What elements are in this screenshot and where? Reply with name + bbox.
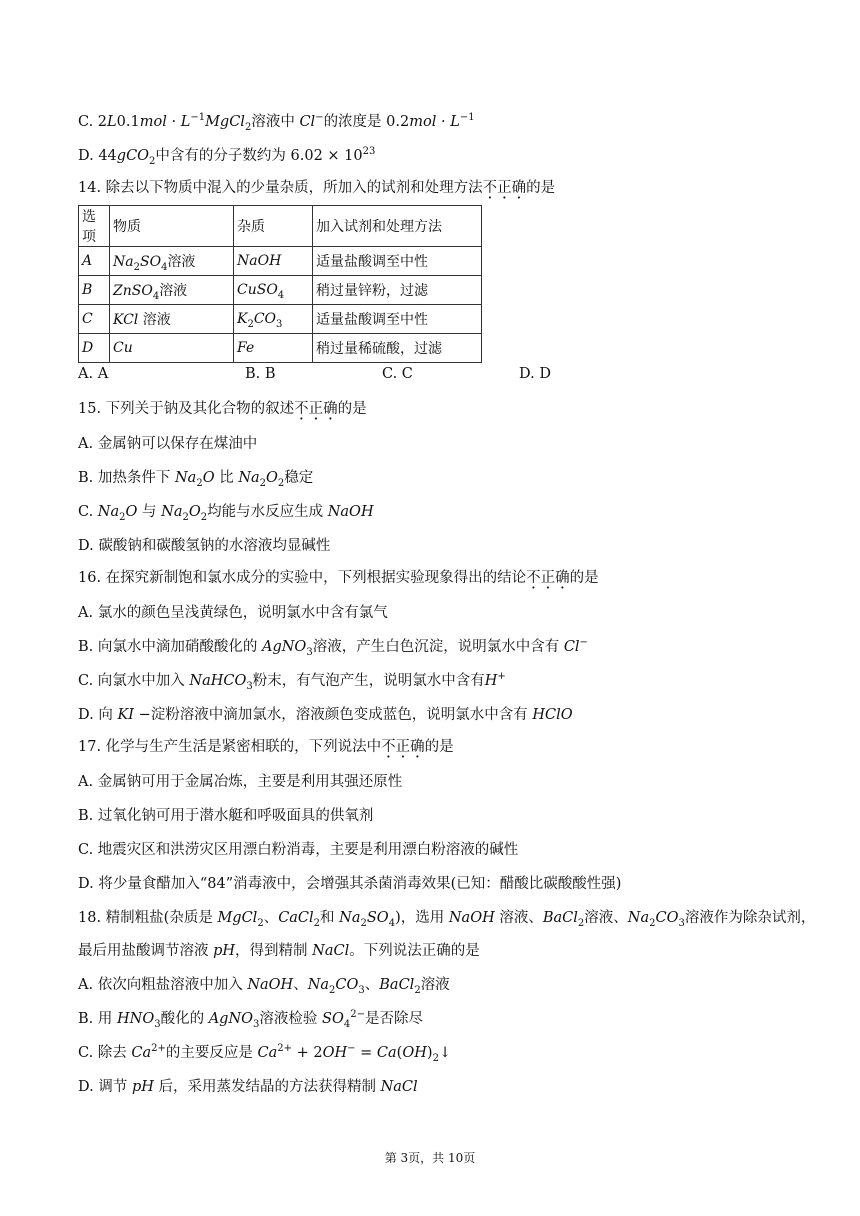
table-row	[79, 334, 482, 363]
q16-stem: 16. 在探究新制饱和氯水成分的实验中，下列根据实验现象得出的结论不正确的是	[78, 570, 599, 586]
q15-stem: 15. 下列关于钠及其化合物的叙述不正确的是	[78, 401, 367, 417]
table-cell: $K_2CO_3$	[234, 305, 313, 334]
q15-option-b: B. 加热条件下 $Na_2O$ 比 $Na_2O_2$稳定	[78, 470, 314, 489]
q17-stem: 17. 化学与生产生活是紧密相联的，下列说法中不正确的是	[78, 739, 454, 755]
table-cell: 稍过量锌粉，过滤	[313, 276, 482, 305]
q16-option-c: C. 向氯水中加入 NaHCO$_3$粉末，有气泡产生，说明氯水中含有H+	[78, 671, 506, 692]
q14-table	[78, 205, 482, 363]
page-footer: 第 3页，共 10页	[384, 1151, 476, 1165]
table-cell: D	[79, 334, 110, 363]
q15-option-c: C. $Na_2O$ 与 $Na_2O_2$均能与水反应生成 NaOH	[78, 504, 374, 523]
choice-c: C. C	[382, 366, 413, 382]
table-cell: NaOH	[234, 247, 313, 276]
table-cell: KCl 溶液	[110, 305, 234, 334]
table-cell: $Na_2SO_4$溶液	[110, 247, 234, 276]
table-cell: Cu	[110, 334, 234, 363]
q13-option-c: C. $2L0.1mol \cdot L^{-1}MgCl_2$溶液中 Cl−的浓度是 $0.2mol \cdot L^{-1}$	[78, 112, 475, 133]
table-header-cell: 加入试剂和处理方法	[313, 206, 482, 247]
q17-option-b: B. 过氧化钠可用于潜水艇和呼吸面具的供氧剂	[78, 808, 374, 824]
q17-option-d: D. 将少量食醋加入“84”消毒液中，会增强其杀菌消毒效果(已知：醋酸比碳酸酸性强)	[78, 876, 622, 892]
table-cell: B	[79, 276, 110, 305]
q14-stem: 14. 除去以下物质中混入的少量杂质，所加入的试剂和处理方法不正确的是	[78, 180, 556, 196]
table-cell: 稍过量稀硫酸，过滤	[313, 334, 482, 363]
choice-a: A. A	[78, 366, 109, 382]
q15-option-d: D. 碳酸钠和碳酸氢钠的水溶液均显碱性	[78, 538, 331, 554]
q17-option-c: C. 地震灾区和洪涝灾区用漂白粉消毒，主要是利用漂白粉溶液的碱性	[78, 842, 519, 858]
table-row	[79, 305, 482, 334]
choice-d: D. D	[519, 366, 551, 382]
table-cell: ZnSO$_4$溶液	[110, 276, 234, 305]
q16-option-b: B. 向氯水中滴加硝酸酸化的 AgNO$_3$溶液，产生白色沉淀，说明氯水中含有 Cl−	[78, 637, 588, 658]
table-header-cell: 物质	[110, 206, 234, 247]
table-cell: 适量盐酸调至中性	[313, 305, 482, 334]
table-header-row	[79, 206, 482, 247]
q18-stem-line2: 最后用盐酸调节溶液 pH，得到精制 NaCl。下列说法正确的是	[78, 943, 480, 959]
choice-b: B. B	[245, 366, 276, 382]
q18-stem-line1: 18. 精制粗盐(杂质是 MgCl$_2$、CaCl$_2$和 $Na_2SO_4$)，选用 NaOH 溶液、BaCl$_2$溶液、$Na_2CO_3$溶液作为除杂试剂，	[78, 910, 816, 929]
q15-option-a: A. 金属钠可以保存在煤油中	[78, 436, 258, 452]
q18-option-a: A. 依次向粗盐溶液中加入 NaOH、$Na_2CO_3$、BaCl$_2$溶液	[78, 977, 450, 996]
table-cell: Fe	[234, 334, 313, 363]
table-row	[79, 247, 482, 276]
table-header-cell: 选项	[79, 206, 110, 247]
table-row	[79, 276, 482, 305]
q18-option-d: D. 调节 pH 后，采用蒸发结晶的方法获得精制 NaCl	[78, 1079, 418, 1095]
table-cell: CuSO$_4$	[234, 276, 313, 305]
table-cell: A	[79, 247, 110, 276]
q13-option-d: D. 44gCO$_2$中含有的分子数约为 $6.02 \times 10^{23}$	[78, 146, 376, 167]
q16-option-a: A. 氯水的颜色呈浅黄绿色，说明氯水中含有氯气	[78, 605, 388, 621]
q16-option-d: D. 向 KI −淀粉溶液中滴加氯水，溶液颜色变成蓝色，说明氯水中含有 HClO	[78, 707, 573, 723]
q18-option-c: C. 除去 $Ca^{2+}$的主要反应是 $Ca^{2+} + 2OH^-$ = $Ca(OH)_2↓$	[78, 1043, 452, 1064]
table-cell: 适量盐酸调至中性	[313, 247, 482, 276]
q18-option-b: B. 用 $HNO_3$酸化的 AgNO$_3$溶液检验 $SO_4^{2-}$是否除尽	[78, 1009, 423, 1030]
q17-option-a: A. 金属钠可用于金属冶炼，主要是利用其强还原性	[78, 774, 403, 790]
table-header-cell: 杂质	[234, 206, 313, 247]
table-cell: C	[79, 305, 110, 334]
